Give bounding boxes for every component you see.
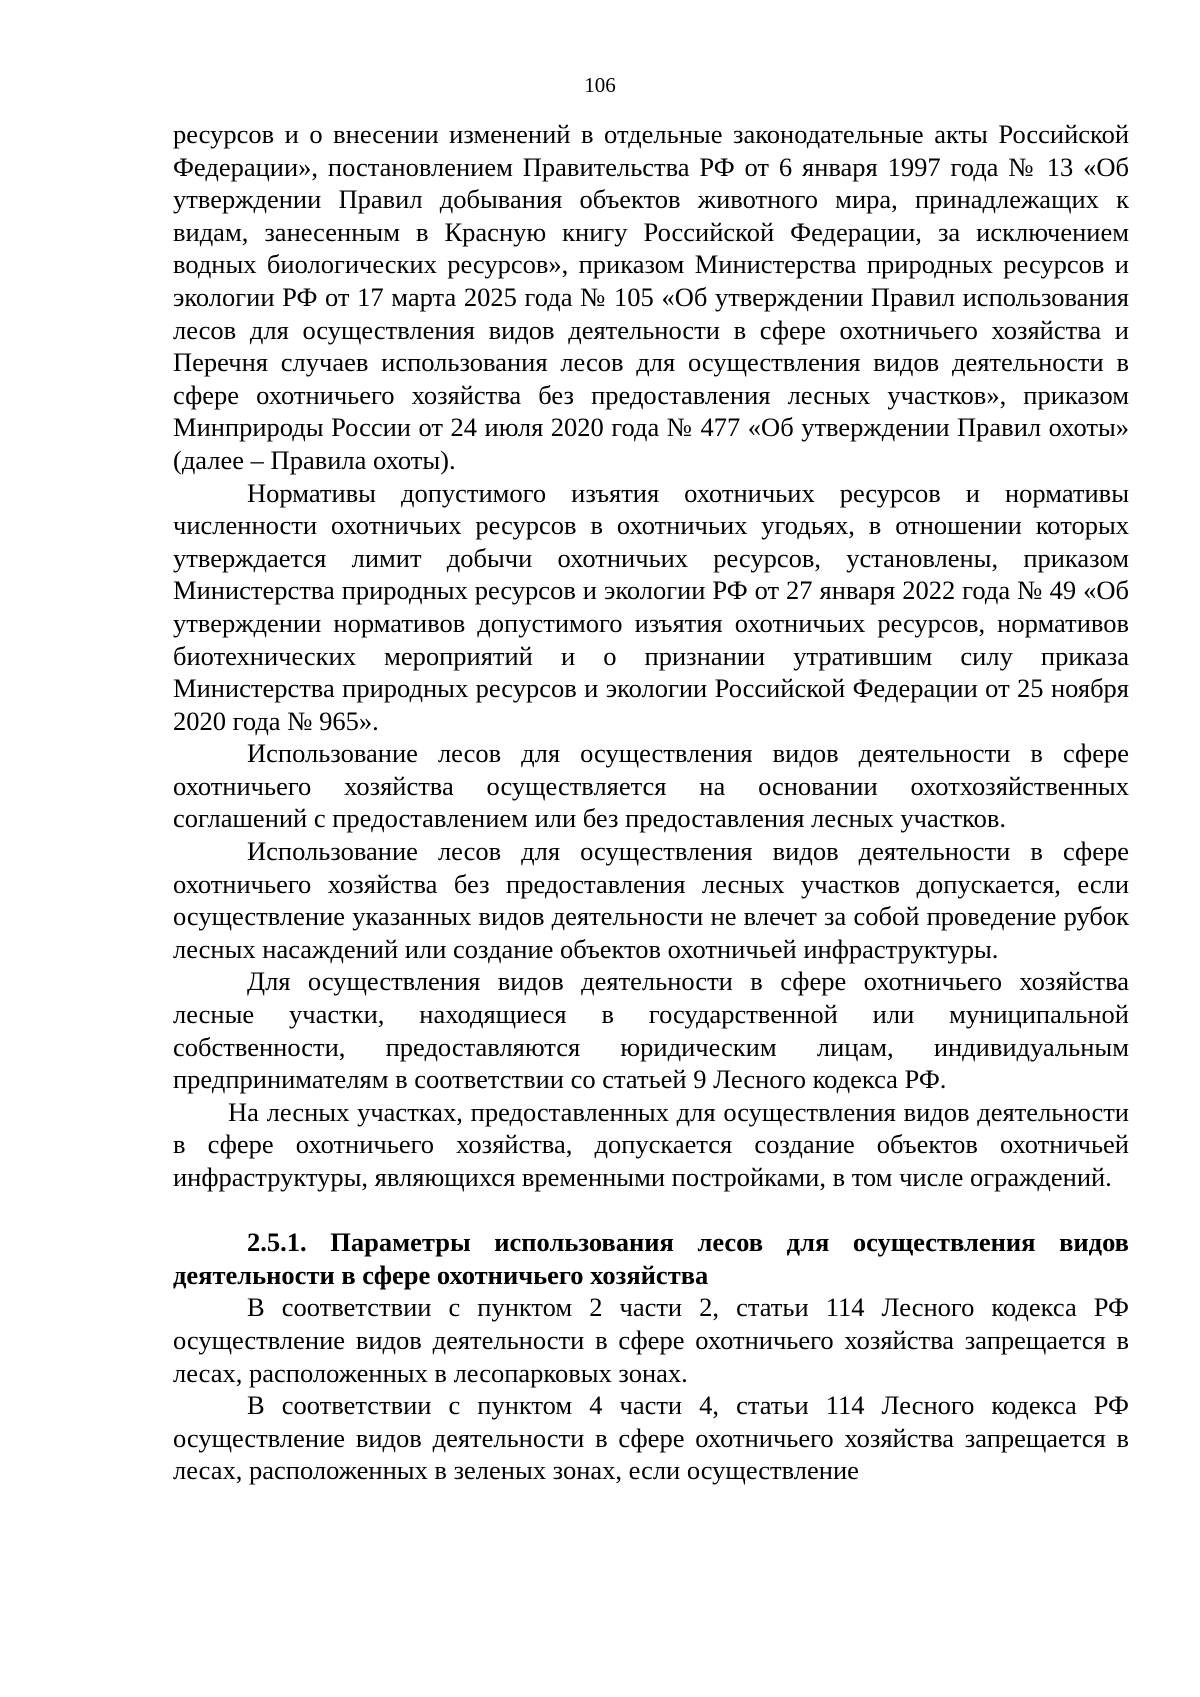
paragraph-plot-provision: Для осуществления видов деятельности в сфере охотничьего хозяйства лесные участки, находящиеся в государственной или муниципальной собственности, предоставляются юридическим лицам, индивидуальным предпринимателям в соответствии со статьей 9 Лесного кодекса РФ. <box>173 966 1129 1095</box>
paragraph-continuation: ресурсов и о внесении изменений в отдельные законодательные акты Российской Федерации», постановлением Правительства РФ от 6 января 1997 года № 13 «Об утверждении Правил добывания объектов животного мира, принадлежащих к видам, занесенным в Красную книгу Российской Федерации, за исключением водных биологических ресурсов», приказом Министерства природных ресурсов и экологии РФ от 17 марта 2025 года № 105 «Об утверждении Правил использования лесов для осуществления видов деятельности в сфере охотничьего хозяйства и Перечня случаев использования лесов для осуществления видов деятельности в сфере охотничьего хозяйства без предоставления лесных участков», приказом Минприроды России от 24 июля 2020 года № 477 «Об утверждении Правил охоты» (далее – Правила охоты). <box>173 119 1129 475</box>
paragraph-forest-use-without-plots: Использование лесов для осуществления видов деятельности в сфере охотничьего хозяйства без предоставления лесных участков допускается, если осуществление указанных видов деятельности не влечет за собой проведение рубок лесных насаждений или создание объектов охотничьей инфраструктуры. <box>173 836 1129 964</box>
section-paragraph-forest-parks: В соответствии с пунктом 2 части 2, статьи 114 Лесного кодекса РФ осуществление видов деятельности в сфере охотничьего хозяйства запрещается в лесах, расположенных в лесопарковых зонах. <box>173 1292 1129 1388</box>
section-heading: 2.5.1. Параметры использования лесов для осуществления видов деятельности в сфере охотничьего хозяйства <box>173 1227 1129 1290</box>
page-number: 106 <box>584 73 616 97</box>
paragraph-forest-use-agreements: Использование лесов для осуществления видов деятельности в сфере охотничьего хозяйства осуществляется на основании охотхозяйственных соглашений с предоставлением или без предоставления лесных участков. <box>173 738 1129 834</box>
section-paragraph-green-zones: В соответствии с пунктом 4 части 4, статьи 114 Лесного кодекса РФ осуществление видов деятельности в сфере охотничьего хозяйства запрещается в лесах, расположенных в зеленых зонах, если осуществление <box>173 1390 1129 1486</box>
paragraph-infrastructure: На лесных участках, предоставленных для осуществления видов деятельности в сфере охотничьего хозяйства, допускается создание объектов охотничьей инфраструктуры, являющихся временными постройками, в том числе ограждений. <box>173 1096 1129 1192</box>
document-body <box>173 118 1129 1487</box>
paragraph-norms: Нормативы допустимого изъятия охотничьих ресурсов и нормативы численности охотничьих ресурсов в охотничьих угодьях, в отношении которых утверждается лимит добычи охотничьих ресурсов, установлены, приказом Министерства природных ресурсов и экологии РФ от 27 января 2022 года № 49 «Об утверждении нормативов допустимого изъятия охотничьих ресурсов, нормативов биотехнических мероприятий и о признании утратившим силу приказа Министерства природных ресурсов и экологии Российской Федерации от 25 ноября 2020 года № 965». <box>173 477 1129 736</box>
section-spacer <box>173 1194 1129 1227</box>
